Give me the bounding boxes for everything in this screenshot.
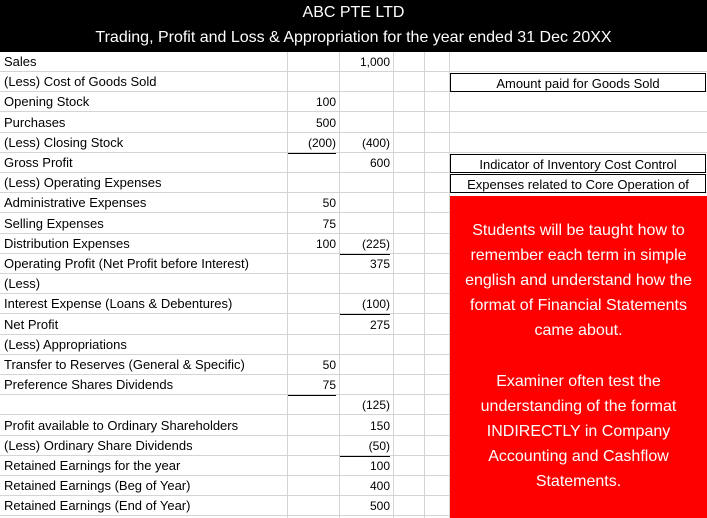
row-label: Profit available to Ordinary Shareholders <box>4 418 239 433</box>
row-detail-amount <box>288 153 336 173</box>
statement-row <box>0 496 450 516</box>
note-line: Accounting and Cashflow <box>488 448 669 465</box>
row-detail-amount <box>288 52 336 72</box>
row-detail-amount: (200) <box>288 133 336 154</box>
statement-row <box>0 214 450 234</box>
row-total-amount: 400 <box>369 479 390 493</box>
row-label: Sales <box>4 54 37 69</box>
row-label: Retained Earnings (Beg of Year) <box>4 478 191 493</box>
note-line: Students will be taught how to <box>472 222 685 239</box>
row-total-amount: (125) <box>361 398 390 412</box>
note-line: english and understand how the <box>465 272 692 289</box>
row-detail-amount <box>288 315 336 335</box>
row-detail-amount <box>288 456 336 476</box>
row-detail-amount <box>288 436 336 456</box>
row-detail-amount <box>288 72 336 92</box>
row-label: Preference Shares Dividends <box>4 377 174 392</box>
statement-row <box>0 193 450 213</box>
row-label: Opening Stock <box>4 94 90 109</box>
row-total-amount: (50) <box>340 436 390 457</box>
row-total-amount <box>340 335 390 355</box>
statement-row <box>0 153 450 173</box>
row-label: Gross Profit <box>4 155 73 170</box>
company-name: ABC PTE LTD <box>302 4 405 21</box>
teaching-note <box>450 196 707 518</box>
row-total-amount: 1,000 <box>359 55 390 69</box>
row-total-amount: (225) <box>340 234 390 255</box>
row-detail-amount <box>288 254 336 274</box>
row-detail-amount <box>288 274 336 294</box>
note-paragraph-1 <box>450 218 707 343</box>
grid-row-line <box>450 111 707 112</box>
row-detail-amount: 50 <box>322 358 336 372</box>
row-total-amount <box>340 274 390 294</box>
row-total-amount <box>340 92 390 112</box>
spreadsheet-grid <box>0 52 707 518</box>
row-detail-amount: 100 <box>315 237 336 251</box>
statement-row <box>0 456 450 476</box>
row-detail-amount: 75 <box>288 375 336 396</box>
row-total-amount <box>340 375 390 395</box>
row-label: Operating Profit (Net Profit before Interest) <box>4 256 249 271</box>
row-label: Net Profit <box>4 317 59 332</box>
row-detail-amount <box>288 294 336 314</box>
statement-title: Trading, Profit and Loss & Appropriation for the year ended 31 Dec 20XX <box>95 29 612 46</box>
row-total-amount <box>340 173 390 193</box>
note-line: understanding of the format <box>480 398 677 415</box>
row-label: (Less) Appropriations <box>4 337 127 352</box>
cogs-annotation-box: Amount paid for Goods Sold <box>450 73 706 92</box>
row-total-amount <box>340 193 390 213</box>
statement-row <box>0 294 450 314</box>
statement-row <box>0 92 450 112</box>
grid-row-line <box>450 152 707 153</box>
statement-row <box>0 335 450 355</box>
statement-row <box>0 274 450 294</box>
grid-row-line <box>450 132 707 133</box>
row-detail-amount: 100 <box>315 95 336 109</box>
note-line: format of Financial Statements <box>470 297 687 314</box>
row-detail-amount <box>288 416 336 436</box>
row-total-amount: 275 <box>369 318 390 332</box>
row-total-amount <box>340 214 390 234</box>
row-label: Transfer to Reserves (General & Specific) <box>4 357 245 372</box>
row-total-amount <box>340 355 390 375</box>
opex-annotation-box: Expenses related to Core Operation of <box>450 174 706 193</box>
statement-row <box>0 72 450 92</box>
note-line: Examiner often test the <box>496 373 661 390</box>
note-paragraph-2 <box>450 369 707 494</box>
row-label: Administrative Expenses <box>4 195 147 210</box>
statement-row <box>0 436 450 456</box>
row-label: Purchases <box>4 115 66 130</box>
row-total-amount: 100 <box>369 459 390 473</box>
row-total-amount: 150 <box>369 419 390 433</box>
row-label: (Less) <box>4 276 41 291</box>
note-line: came about. <box>534 322 623 339</box>
row-label: (Less) Cost of Goods Sold <box>4 74 157 89</box>
row-detail-amount: 75 <box>322 217 336 231</box>
row-label: Retained Earnings for the year <box>4 458 181 473</box>
row-total-amount <box>340 113 390 133</box>
statement-header <box>0 0 707 52</box>
statement-row <box>0 476 450 496</box>
note-line: Statements. <box>535 473 622 490</box>
row-label: Retained Earnings (End of Year) <box>4 498 191 513</box>
row-detail-amount <box>288 476 336 496</box>
row-label: Distribution Expenses <box>4 236 130 251</box>
statement-row <box>0 315 450 335</box>
row-detail-amount <box>288 335 336 355</box>
row-label: Selling Expenses <box>4 216 104 231</box>
statement-row <box>0 375 450 395</box>
row-detail-amount: 50 <box>322 196 336 210</box>
row-detail-amount <box>288 496 336 516</box>
statement-row <box>0 234 450 254</box>
statement-row <box>0 173 450 193</box>
statement-row <box>0 133 450 153</box>
statement-row <box>0 416 450 436</box>
row-total-amount: 375 <box>369 257 390 271</box>
row-label: Interest Expense (Loans & Debentures) <box>4 296 233 311</box>
statement-row <box>0 254 450 274</box>
row-label: (Less) Operating Expenses <box>4 175 162 190</box>
statement-row <box>0 395 450 415</box>
gross-profit-annotation-box: Indicator of Inventory Cost Control <box>450 154 706 173</box>
row-total-amount: 500 <box>369 499 390 513</box>
note-line: INDIRECTLY in Company <box>486 423 671 440</box>
statement-row <box>0 113 450 133</box>
row-label: (Less) Closing Stock <box>4 135 124 150</box>
note-line: remember each term in simple <box>470 247 687 264</box>
row-detail-amount: 500 <box>315 116 336 130</box>
row-detail-amount <box>288 395 336 415</box>
row-total-amount: (100) <box>340 294 390 315</box>
row-total-amount <box>340 72 390 92</box>
statement-row <box>0 355 450 375</box>
grid-row-line <box>450 71 707 72</box>
row-detail-amount <box>288 173 336 193</box>
row-total-amount: (400) <box>361 136 390 150</box>
statement-row <box>0 52 450 72</box>
row-total-amount: 600 <box>369 156 390 170</box>
row-label: (Less) Ordinary Share Dividends <box>4 438 193 453</box>
